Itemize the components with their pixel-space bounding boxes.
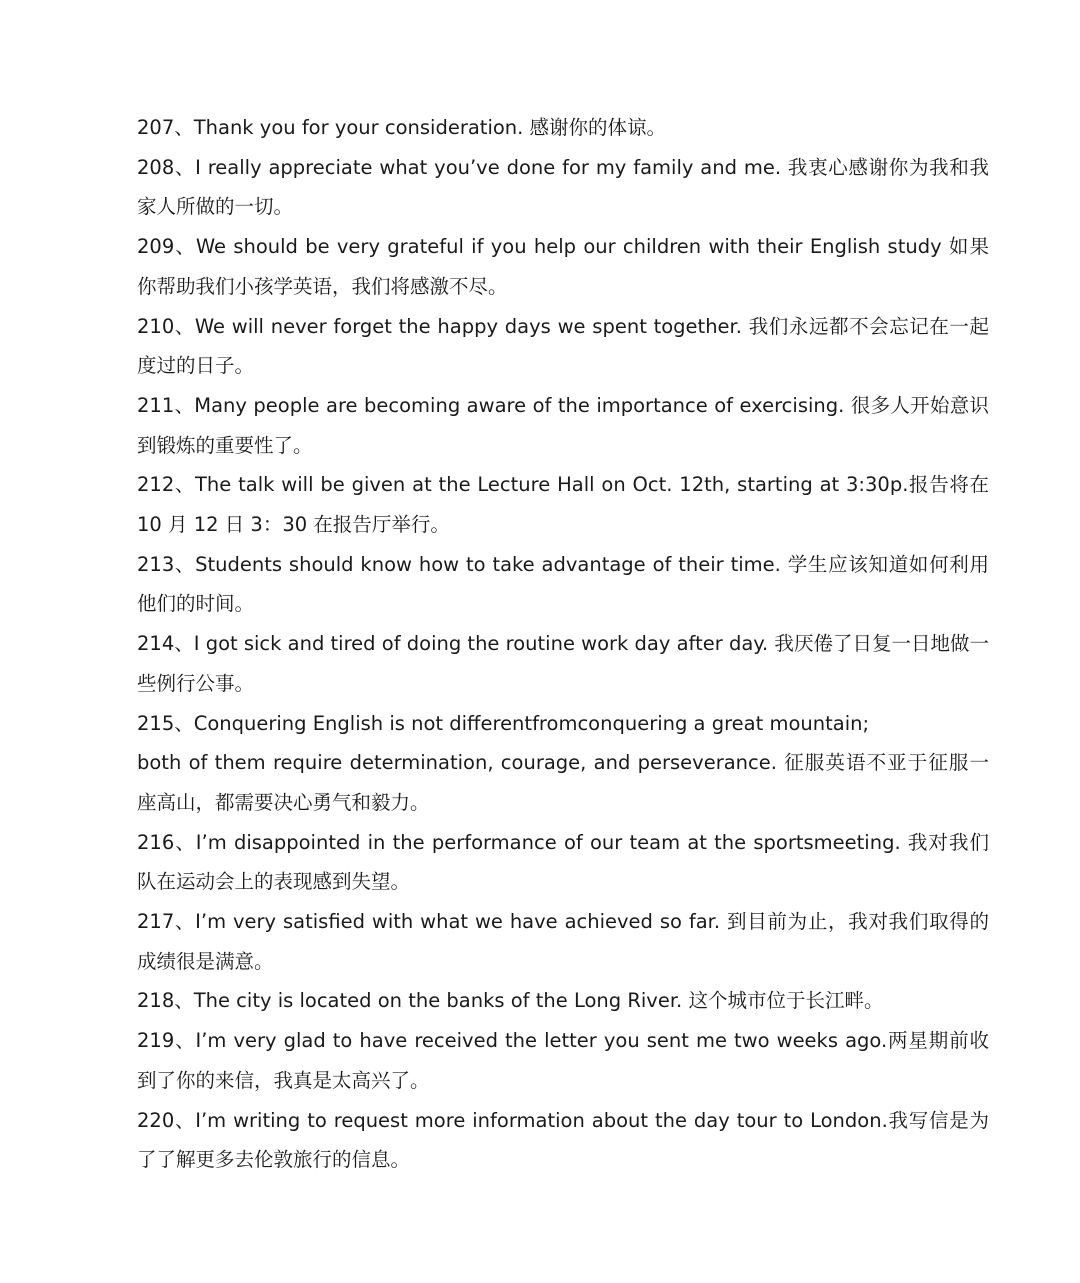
document-body: [137, 108, 996, 1180]
sentence-208: 208、I really appreciate what you’ve done for my family and me. 我衷心感谢你为我和我家人所做的一切。: [137, 155, 989, 219]
sentence-220: 220、I’m writing to request more information about the day tour to London.我写信是为了了解更多去伦敦旅行的信息。: [137, 1108, 989, 1172]
sentence-218: 218、The city is located on the banks of the Long River. 这个城市位于长江畔。: [137, 989, 884, 1013]
sentence-212: 212、The talk will be given at the Lecture Hall on Oct. 12th, starting at 3:30p.报告将在 10 月 12 日 3：30 在报告厅举行。: [137, 473, 996, 537]
sentence-213: 213、Students should know how to take advantage of their time. 学生应该知道如何利用他们的时间。: [137, 552, 989, 616]
sentence-211: 211、Many people are becoming aware of the importance of exercising. 很多人开始意识到锻炼的重要性了。: [137, 393, 989, 457]
sentence-217: 217、I’m very satisfied with what we have achieved so far. 到目前为止，我对我们取得的成绩很是满意。: [137, 910, 989, 973]
sentence-207: 207、Thank you for your consideration. 感谢你的体谅。: [137, 116, 667, 139]
sentence-216: 216、I’m disappointed in the performance of our team at the sportsmeeting. 我对我们队在运动会上的表现感到失望。: [137, 830, 989, 894]
sentence-215: 215、Conquering English is not differentfromconquering a great mountain; both of them require determination, courage, and perseverance. 征服英语不亚于征服一座高山，都需要决心勇气和毅力。: [137, 711, 989, 814]
sentence-219: 219、I’m very glad to have received the letter you sent me two weeks ago.两星期前收到了你的来信，我真是太高兴了。: [137, 1029, 989, 1092]
sentence-210: 210、We will never forget the happy days we spent together. 我们永远都不会忘记在一起度过的日子。: [137, 314, 989, 378]
sentence-214: 214、I got sick and tired of doing the routine work day after day. 我厌倦了日复一日地做一些例行公事。: [137, 632, 989, 695]
sentence-209: 209、We should be very grateful if you help our children with their English study 如果你帮助我们小孩学英语，我们将感激不尽。: [137, 235, 989, 298]
